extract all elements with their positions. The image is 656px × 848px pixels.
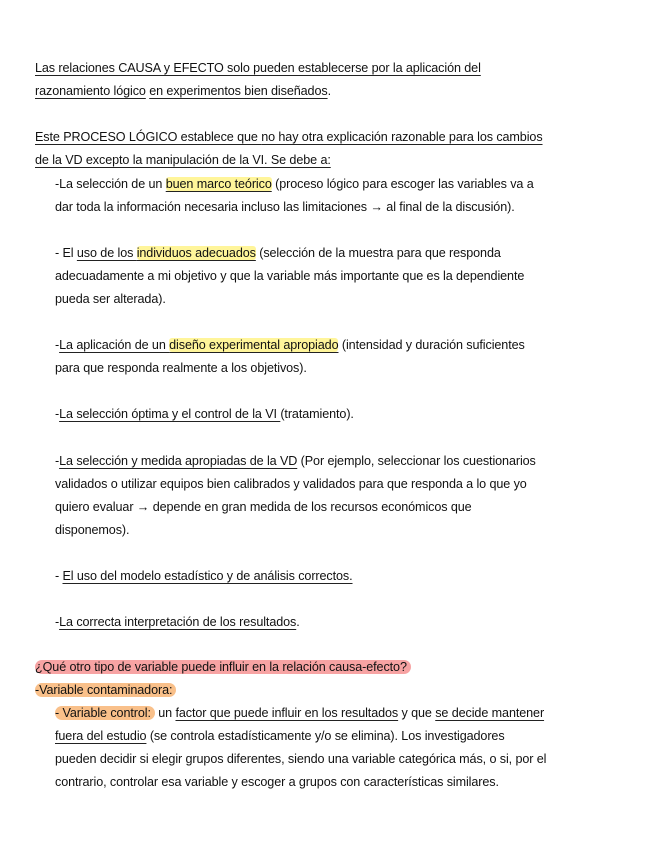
highlight-diseno-experimental: diseño experimental apropiado <box>169 338 339 352</box>
list-item-vd-line-2 <box>55 475 527 493</box>
contaminadora-highlight: -Variable contaminadora: <box>35 683 176 697</box>
item-text: validados o utilizar equipos bien calibrados y validados para que responda a lo que yo <box>55 477 527 491</box>
list-item-vd-line-1 <box>55 452 536 470</box>
control-line-3 <box>55 750 546 768</box>
list-item-vd-line-3 <box>55 498 472 516</box>
question-highlight: ¿Qué otro tipo de variable puede influir en la relación causa-efecto? <box>35 660 411 674</box>
item-text: - <box>55 338 60 352</box>
intro-line-1 <box>35 59 481 77</box>
list-item-individuos-line-3 <box>55 290 166 308</box>
item-text: pueda ser alterada). <box>55 292 166 306</box>
item-text: (tratamiento). <box>280 407 354 421</box>
intro-line-2 <box>35 82 331 100</box>
item-text: (Por ejemplo, seleccionar los cuestionarios <box>297 454 536 468</box>
item-text: - <box>55 407 60 421</box>
process-continuation-text: de la VD excepto la manipulación de la VI. Se debe a: <box>35 153 331 167</box>
item-text: - El <box>55 246 77 260</box>
item-text: disponemos). <box>55 523 130 537</box>
item-text: y que <box>398 706 436 720</box>
item-text: (intensidad y duración suficientes <box>338 338 525 352</box>
item-text: dar toda la información necesaria incluso las limitaciones → al final de la discusión). <box>55 200 515 214</box>
item-text: factor que puede influir en los resultados <box>175 706 399 720</box>
control-label-highlight: - Variable control: <box>55 706 155 720</box>
item-text: (selección de la muestra para que responda <box>255 246 501 260</box>
item-text: se decide mantener <box>435 706 545 720</box>
item-text: La selección y medida apropiadas de la VD <box>59 454 298 468</box>
item-text: - <box>55 454 60 468</box>
contaminadora-line <box>35 681 176 699</box>
item-text: uso de los <box>76 246 137 260</box>
list-item-marco-line-1 <box>55 175 534 193</box>
item-text: La correcta interpretación de los resultados <box>59 615 297 629</box>
list-item-interpretacion-line-1 <box>55 613 300 631</box>
no-other-explanation-text: no hay otra explicación razonable para los cambios <box>261 130 543 144</box>
item-text: -La selección de un <box>55 177 166 191</box>
intro-text: Las relaciones CAUSA y EFECTO solo pueden establecerse por la aplicación del <box>35 61 481 75</box>
process-line-2 <box>35 151 331 169</box>
list-item-diseno-line-1 <box>55 336 525 354</box>
list-item-diseno-line-2 <box>55 359 307 377</box>
highlight-buen-marco-teorico: buen marco teórico <box>165 177 272 191</box>
list-item-individuos-line-1 <box>55 244 501 262</box>
process-intro-text: Este PROCESO LÓGICO establece que <box>35 130 262 144</box>
item-text: contrario, controlar esa variable y escoger a grupos con características similares. <box>55 775 499 789</box>
period: . <box>327 84 331 98</box>
item-text: - <box>55 615 60 629</box>
item-text: adecuadamente a mi objetivo y que la variable más importante que es la dependiente <box>55 269 525 283</box>
item-text: fuera del estudio <box>55 729 147 743</box>
question-line <box>35 658 411 676</box>
control-line-1 <box>55 704 544 722</box>
control-line-2 <box>55 727 505 745</box>
item-text: . <box>296 615 300 629</box>
control-line-4 <box>55 773 499 791</box>
item-text: (proceso lógico para escoger las variables va a <box>271 177 534 191</box>
item-text: pueden decidir si elegir grupos diferentes, siendo una variable categórica más, o si, por el <box>55 752 547 766</box>
item-text: La selección óptima y el control de la VI <box>59 407 281 421</box>
well-designed-experiments-text: en experimentos bien diseñados <box>149 84 328 98</box>
item-text: - <box>55 569 63 583</box>
item-text: quiero evaluar → depende en gran medida de los recursos económicos que <box>55 500 472 514</box>
item-text: un <box>154 706 176 720</box>
item-text: La aplicación de un <box>59 338 170 352</box>
item-text: para que responda realmente a los objetivos). <box>55 361 307 375</box>
process-line-1 <box>35 128 543 146</box>
item-text: (se controla estadísticamente y/o se elimina). Los investigadores <box>146 729 505 743</box>
list-item-individuos-line-2 <box>55 267 524 285</box>
list-item-vd-line-4 <box>55 521 129 539</box>
highlight-individuos-adecuados: individuos adecuados <box>136 246 256 260</box>
list-item-marco-line-2 <box>55 198 515 216</box>
logical-reasoning-text: razonamiento lógico <box>35 84 146 98</box>
list-item-modelo-line-1 <box>55 567 353 585</box>
list-item-vi-line-1 <box>55 405 354 423</box>
item-text: El uso del modelo estadístico y de análisis correctos. <box>62 569 353 583</box>
